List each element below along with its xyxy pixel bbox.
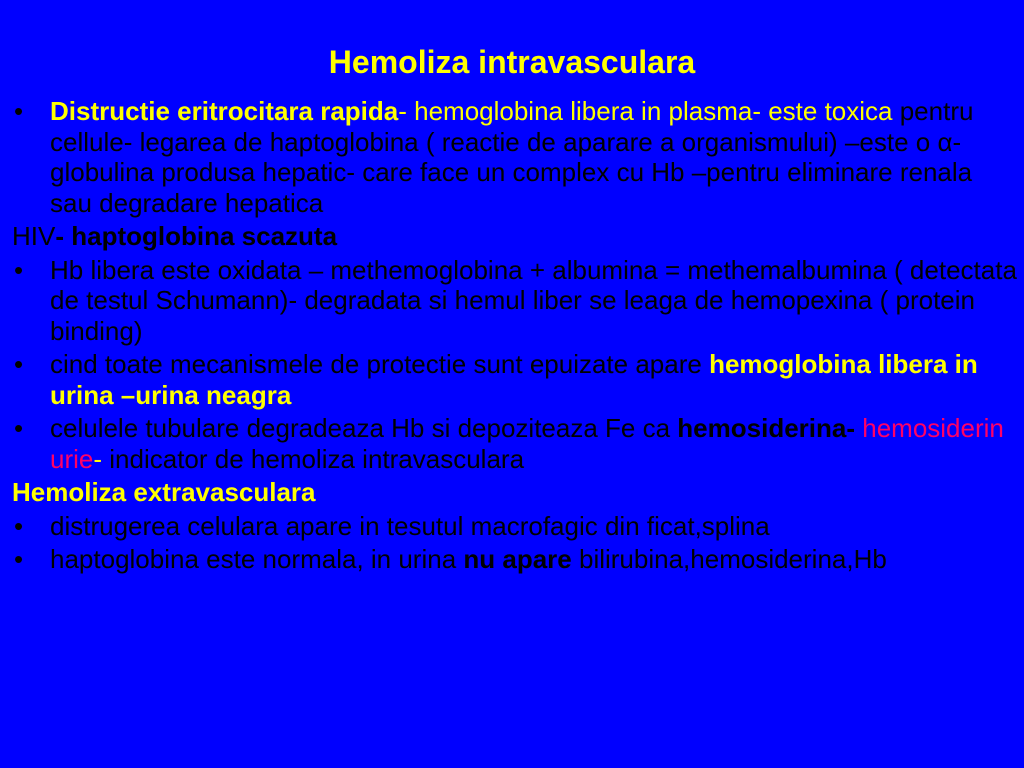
bullet-distrugerea bbox=[12, 511, 1017, 542]
bullet-cind bbox=[12, 349, 1017, 410]
bullet-distructie-text: pentru cellule- legarea de haptoglobina ( reactie de aparare a organismului) –este o α-globulina produsa hepatic- care face un complex cu Hb –pentru eliminare renala sau degradare hepatica bbox=[50, 96, 974, 218]
bullet-haptoglobina-end: bilirubina,hemosiderina,Hb bbox=[571, 544, 887, 574]
bullet-celulele-end: indicator de hemoliza intravasculara bbox=[102, 443, 525, 474]
hiv-text: - haptoglobina scazuta bbox=[55, 221, 338, 251]
bullet-celulele-text: celulele tubulare degradeaza Hb si depoziteaza Fe ca bbox=[50, 413, 678, 443]
slide-content bbox=[12, 96, 1017, 578]
bullet-haptoglobina-bold: nu apare bbox=[463, 544, 572, 574]
extravasculara-heading: Hemoliza extravasculara bbox=[12, 477, 316, 507]
hiv-label: HIV bbox=[12, 221, 56, 251]
bullet-distrugerea-text: distrugerea celulara apare in tesutul macrofagic din ficat,splina bbox=[50, 510, 770, 541]
bullet-celulele-dash: - bbox=[93, 443, 103, 474]
bullet-celulele-accent: hemosiderin urie bbox=[50, 413, 1004, 474]
bullet-cind-text: cind toate mecanismele de protectie sunt epuizate apare bbox=[50, 349, 710, 379]
bullet-celulele bbox=[12, 413, 1017, 474]
bullet-distructie-bold: Distructie eritrocitara rapida bbox=[50, 96, 399, 126]
bullet-haptoglobina bbox=[12, 544, 1017, 575]
bullet-hb-libera bbox=[12, 255, 1017, 347]
bullet-cind-highlight: hemoglobina libera in urina –urina neagra bbox=[50, 349, 978, 410]
bullet-celulele-bold: hemosiderina- bbox=[677, 413, 856, 443]
bullet-haptoglobina-text: haptoglobina este normala, in urina bbox=[50, 544, 464, 574]
bullet-distructie bbox=[12, 96, 1017, 218]
hiv-line bbox=[12, 221, 1017, 252]
bullet-distructie-highlight: - hemoglobina libera in plasma- este toxica bbox=[398, 96, 893, 126]
bullet-hb-libera-text: Hb libera este oxidata – methemoglobina + albumina = methemalbumina ( detectata de testul Schumann)- degradata si hemul liber se leaga de hemopexina ( protein binding) bbox=[50, 254, 1017, 346]
slide-title: Hemoliza intravasculara bbox=[328, 44, 696, 80]
